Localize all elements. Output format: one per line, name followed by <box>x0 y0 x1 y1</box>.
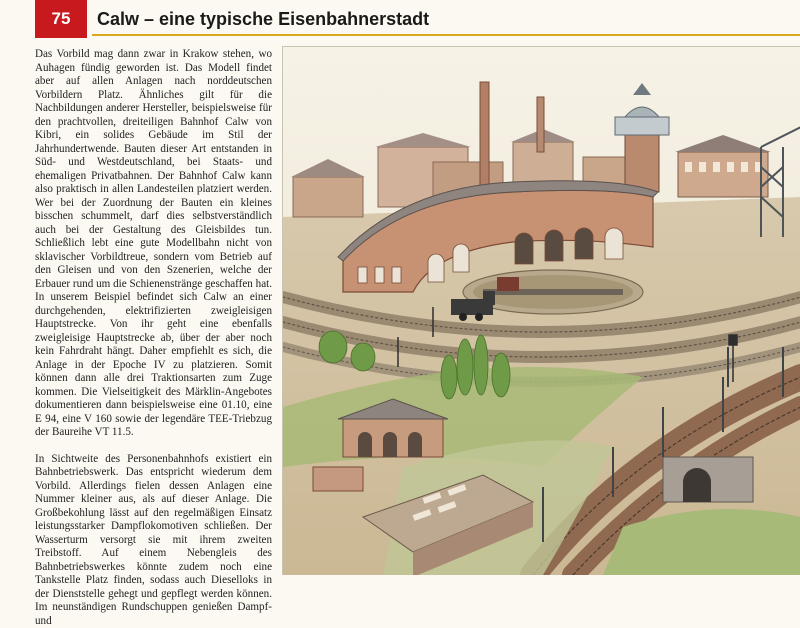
page-number: 75 <box>35 0 87 38</box>
paragraph: In Sichtweite des Personenbahnhofs existiert ein Bahnbetriebswerk. Das entspricht wiederum dem Vorbild. Allerdings fielen dessen Anlagen eine Nummer kleiner aus, als auf dieser Anlage. Die Großbekohlung lässt auf den regelmäßigen Einsatz leistungsstarker Dampflokomotiven schließen. Der Wasserturm versorgt sie mit ihrem zweiten Treibstoff. Auf einem Nebengleis des Bahnbetriebswerkes könnte zudem noch eine Tankstelle Platz finden, sodass auch Dieselloks in der Dienststelle gehegt und gepflegt werden können. Im neunständigen Rundschuppen genießen Dampf- und <box>35 453 272 628</box>
title-rule <box>92 34 800 36</box>
railway-bridge <box>663 457 753 502</box>
railway-illustration <box>282 46 800 575</box>
body-text-column <box>35 48 272 628</box>
paragraph: Das Vorbild mag dann zwar in Krakow stehen, wo Auhagen fündig geworden ist. Das Modell findet aber auf allen Anlagen nach norddeutschen Vorbildern Platz. Ähnliches gilt für die Nachbildungen anderer Hersteller, beispielsweise für den prachtvollen, dreiteiligen Bahnhof Calw von Kibri, ein solides Gebäude im Stil der Jahrhundertwende. Bauten dieser Art entstanden in Süd- und Westdeutschland, bei Staats- und ehemaligen Privatbahnen. Der Bahnhof Calw kann also praktisch in allen Landesteilen platziert werden. Wer bei der Zuordnung der Bauten ein kleines bisschen schummelt, darf dies selbstverständlich auch bei der Gestaltung des Gleisbildes tun. Schließlich lebt eine gute Modellbahn nicht von sklavischer Vorbildtreue, sondern vom Betrieb auf den Gleisen und von den Szenerien, welche der Erbauer rund um die Schienenstränge geschaffen hat. In unserem Beispiel befindet sich Calw an einer durchgehenden, elektrifizierten zweigleisigen Hauptstrecke. Von ihr geht eine ebenfalls zweigleisige Hauptstrecke ab, über der aber noch kein Fahrdraht hängt. Daher empfiehlt es sich, die Anlage in der Epoche IV zu platzieren. Somit können dann alle drei Traktionsarten zum Zuge kommen. Die Vielseitigkeit des Märklin-Angebotes dokumentieren dann beispielsweise eine 01.10, eine E 94, eine V 160 sowie der legendäre TEE-Triebzug der Baureihe VT 11.5. <box>35 48 272 440</box>
chapter-title: Calw – eine typische Eisenbahnerstadt <box>97 9 429 30</box>
